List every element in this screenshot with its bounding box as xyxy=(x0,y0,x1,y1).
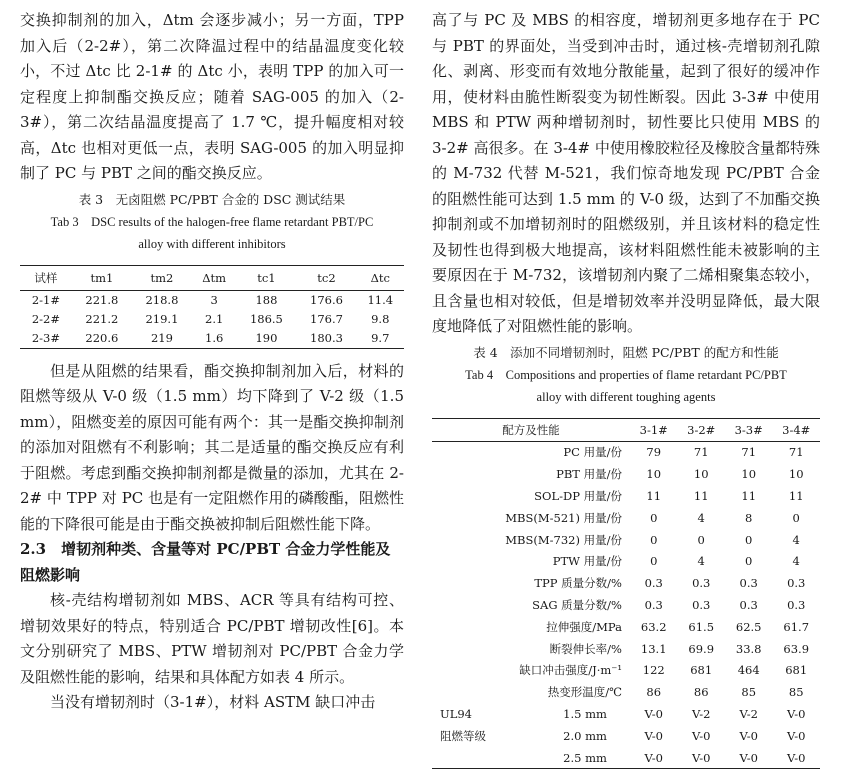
table-cell: 11 xyxy=(677,485,724,507)
paragraph-toughener-discussion: 高了与 PC 及 MBS 的相容度，增韧剂更多地存在于 PC 与 PBT 的界面处，当受到冲击时，通过核-壳增韧剂孔隙化、剥离、形变而有效地分散能量，起到了很好的缓冲作用，使材料由脆性断裂变为韧性断裂。因此 3-3# 中使用 MBS 和 PTW 两种增韧剂时，韧性要比只使用 MBS 的 3-2# 高很多。在 3-4# 中使用橡胶粒径及橡胶含量都特殊的 M-732 代替 M-521，我们惊奇地发现 PC/PBT 合金的阻燃性能可达到 1.5 mm 的 V-0 级，达到了不加酯交换抑制剂或不加增韧剂时的阻燃级别，并且该材料的稳定性及韧性也得到极大地提高，该材料阻燃性能未被影响的主要原因在于 M-732，该增韧剂内聚了二烯相聚集态较小，且含量也相对较低，但是增韧效率并没明显降低，最大限度地降低了对阻燃性能的影响。 xyxy=(432,8,820,340)
table-cell: V-2 xyxy=(725,703,772,725)
table-cell: 221.2 xyxy=(72,310,132,329)
table-cell: 2.5 mm xyxy=(540,747,630,769)
column-header: Δtm xyxy=(192,265,236,290)
table-cell: 79 xyxy=(630,441,677,463)
table-cell: 2-2# xyxy=(20,310,72,329)
table-cell: 681 xyxy=(677,659,724,681)
table-cell: 8 xyxy=(725,507,772,529)
table-cell: 188 xyxy=(236,290,296,310)
table-cell: 71 xyxy=(772,441,820,463)
table-cell: 0 xyxy=(772,507,820,529)
table-cell: MBS(M-521) 用量/份 xyxy=(432,507,630,529)
table-cell: 4 xyxy=(677,507,724,529)
column-header: 3-3# xyxy=(725,418,772,441)
table-cell xyxy=(432,747,540,769)
table-cell: V-0 xyxy=(630,703,677,725)
table-cell: 190 xyxy=(236,329,296,349)
table-cell: 4 xyxy=(677,550,724,572)
table-header-row xyxy=(432,418,820,441)
table-cell: 0.3 xyxy=(725,594,772,616)
table-cell: 86 xyxy=(677,681,724,703)
table-cell: 464 xyxy=(725,659,772,681)
table-cell: 186.5 xyxy=(236,310,296,329)
paragraph-dsc-analysis: 交换抑制剂的加入，Δtm 会逐步减小；另一方面，TPP 加入后（2-2#），第二次降温过程中的结晶温度变化较小，不过 Δtc 比 2-1# 的 Δtc 小，表明 TPP 的加入可一定程度上抑制酯交换反应；随着 SAG-005 的加入（2-3#），第二次结晶温度提高了 1.7 ℃，提升幅度相对较高，Δtc 也相对更低一点，表明 SAG-005 的加入明显抑制了 PC 与 PBT 之间的酯交换反应。 xyxy=(20,8,404,187)
table-cell: PTW 用量/份 xyxy=(432,550,630,572)
column-header: 3-1# xyxy=(630,418,677,441)
table-row xyxy=(432,507,820,529)
column-header: tc2 xyxy=(296,265,356,290)
table-cell: 0.3 xyxy=(630,594,677,616)
table-cell: 0 xyxy=(630,529,677,551)
table-row xyxy=(432,529,820,551)
table4-caption-en-line1: Tab 4 Compositions and properties of flame retardant PC/PBT xyxy=(432,364,820,386)
table-cell: 11 xyxy=(772,485,820,507)
table-cell: V-0 xyxy=(630,747,677,769)
paragraph-no-toughener: 当没有增韧剂时（3-1#），材料 ASTM 缺口冲击 xyxy=(20,690,404,716)
table-cell: MBS(M-732) 用量/份 xyxy=(432,529,630,551)
table3-caption-en-line2: alloy with different inhibitors xyxy=(20,233,404,255)
table-cell: 2.1 xyxy=(192,310,236,329)
section-number: 2.3 xyxy=(20,540,46,558)
table-cell: 71 xyxy=(677,441,724,463)
table-cell: V-0 xyxy=(725,725,772,747)
section-title: 增韧剂种类、含量等对 PC/PBT 合金力学性能及阻燃影响 xyxy=(20,540,390,584)
table4-caption-en-line2: alloy with different toughing agents xyxy=(432,386,820,408)
table-cell: 11 xyxy=(725,485,772,507)
table-row xyxy=(432,594,820,616)
table3-dsc-results xyxy=(20,265,404,349)
column-header: tc1 xyxy=(236,265,296,290)
table-cell: 1.6 xyxy=(192,329,236,349)
table-cell: 0.3 xyxy=(630,572,677,594)
table-row xyxy=(432,681,820,703)
table-cell: 4 xyxy=(772,529,820,551)
table-cell: 85 xyxy=(725,681,772,703)
column-header: tm1 xyxy=(72,265,132,290)
table-cell: 85 xyxy=(772,681,820,703)
left-column xyxy=(20,8,404,716)
table-cell: 0.3 xyxy=(677,572,724,594)
table-cell: PC 用量/份 xyxy=(432,441,630,463)
table-cell: 断裂伸长率/% xyxy=(432,638,630,660)
table-cell: 122 xyxy=(630,659,677,681)
table3-caption-cn: 表 3 无卤阻燃 PC/PBT 合金的 DSC 测试结果 xyxy=(20,189,404,211)
table-cell: 176.7 xyxy=(296,310,356,329)
table-cell: 62.5 xyxy=(725,616,772,638)
table-cell: 0 xyxy=(725,529,772,551)
table-cell: 阻燃等级 xyxy=(432,725,540,747)
table-cell: 10 xyxy=(630,463,677,485)
paragraph-flame-retardancy: 但是从阻燃的结果看，酯交换抑制剂加入后，材料的阻燃等级从 V-0 级（1.5 mm）均下降到了 V-2 级（1.5 mm），阻燃变差的原因可能有两个：其一是酯交换抑制剂的添加对阻燃有不利影响；其二是适量的酯交换反应有利于阻燃。考虑到酯交换抑制剂都是微量的添加，尤其在 2-2# 中 TPP 对 PC 也是有一定阻燃作用的磷酸酯，阻燃性能的下降很可能是由于酯交换被抑制后阻燃性能下降。 xyxy=(20,359,404,538)
table-cell: 0.3 xyxy=(677,594,724,616)
table-cell: 180.3 xyxy=(296,329,356,349)
table-cell: 221.8 xyxy=(72,290,132,310)
table-cell: 0 xyxy=(725,550,772,572)
table-row xyxy=(432,485,820,507)
right-column xyxy=(432,8,820,769)
table-row xyxy=(20,310,404,329)
table-cell: 63.2 xyxy=(630,616,677,638)
table-cell: 220.6 xyxy=(72,329,132,349)
column-header: 3-2# xyxy=(677,418,724,441)
table-cell: 219.1 xyxy=(132,310,192,329)
table-cell: 219 xyxy=(132,329,192,349)
table3-caption-en-line1: Tab 3 DSC results of the halogen-free flame retardant PBT/PC xyxy=(20,211,404,233)
table-row xyxy=(432,572,820,594)
table-cell: 拉伸强度/MPa xyxy=(432,616,630,638)
table-cell: 缺口冲击强度/J·m⁻¹ xyxy=(432,659,630,681)
table-cell: 2.0 mm xyxy=(540,725,630,747)
section-heading xyxy=(20,537,404,588)
table-cell: 61.5 xyxy=(677,616,724,638)
table-cell: 热变形温度/℃ xyxy=(432,681,630,703)
table-cell: 10 xyxy=(725,463,772,485)
table-cell: 11 xyxy=(630,485,677,507)
table-cell: PBT 用量/份 xyxy=(432,463,630,485)
table-cell: 0 xyxy=(630,507,677,529)
table-row xyxy=(432,703,820,725)
table-cell: V-0 xyxy=(725,747,772,769)
table-cell: 0 xyxy=(677,529,724,551)
table-cell: SOL-DP 用量/份 xyxy=(432,485,630,507)
table-row xyxy=(432,463,820,485)
table-cell: 0.3 xyxy=(725,572,772,594)
column-header: 配方及性能 xyxy=(432,418,630,441)
table4-caption-cn: 表 4 添加不同增韧剂时，阻燃 PC/PBT 的配方和性能 xyxy=(432,342,820,364)
column-header: 试样 xyxy=(20,265,72,290)
table-cell: V-0 xyxy=(630,725,677,747)
table-row xyxy=(432,616,820,638)
table-cell: V-0 xyxy=(677,725,724,747)
table-row xyxy=(20,329,404,349)
paragraph-toughener-intro: 核-壳结构增韧剂如 MBS、ACR 等具有结构可控、增韧效果好的特点，特别适合 PC/PBT 增韧改性[6]。本文分别研究了 MBS、PTW 增韧剂对 PC/PBT 合金力学及阻燃性能的影响，结果和具体配方如表 4 所示。 xyxy=(20,588,404,690)
table-cell: 9.8 xyxy=(357,310,404,329)
table-cell: V-0 xyxy=(772,747,820,769)
table-cell: UL94 xyxy=(432,703,540,725)
table-row xyxy=(432,747,820,769)
table-row xyxy=(432,638,820,660)
table-cell: 4 xyxy=(772,550,820,572)
table-cell: 1.5 mm xyxy=(540,703,630,725)
table-row xyxy=(432,659,820,681)
table-cell: 86 xyxy=(630,681,677,703)
table-cell: V-0 xyxy=(772,725,820,747)
table-cell: 681 xyxy=(772,659,820,681)
table-cell: 0.3 xyxy=(772,594,820,616)
table-cell: 13.1 xyxy=(630,638,677,660)
table-cell: V-0 xyxy=(677,747,724,769)
table-cell: 2-1# xyxy=(20,290,72,310)
column-header: tm2 xyxy=(132,265,192,290)
table-cell: 11.4 xyxy=(357,290,404,310)
column-header: Δtc xyxy=(357,265,404,290)
table-cell: 61.7 xyxy=(772,616,820,638)
table-cell: 2-3# xyxy=(20,329,72,349)
table-cell: 71 xyxy=(725,441,772,463)
table-cell: SAG 质量分数/% xyxy=(432,594,630,616)
table-cell: 33.8 xyxy=(725,638,772,660)
table-row xyxy=(432,725,820,747)
table-cell: TPP 质量分数/% xyxy=(432,572,630,594)
table-header-row xyxy=(20,265,404,290)
table-cell: 69.9 xyxy=(677,638,724,660)
table-row xyxy=(432,550,820,572)
table-row xyxy=(432,441,820,463)
table-cell: 176.6 xyxy=(296,290,356,310)
table-cell: 3 xyxy=(192,290,236,310)
table-cell: 63.9 xyxy=(772,638,820,660)
table4-compositions-properties xyxy=(432,418,820,769)
table-cell: 10 xyxy=(772,463,820,485)
table-cell: 9.7 xyxy=(357,329,404,349)
table-cell: 0.3 xyxy=(772,572,820,594)
table-cell: 10 xyxy=(677,463,724,485)
table-cell: 218.8 xyxy=(132,290,192,310)
table-cell: V-0 xyxy=(772,703,820,725)
table-row xyxy=(20,290,404,310)
table-cell: V-2 xyxy=(677,703,724,725)
column-header: 3-4# xyxy=(772,418,820,441)
table-cell: 0 xyxy=(630,550,677,572)
